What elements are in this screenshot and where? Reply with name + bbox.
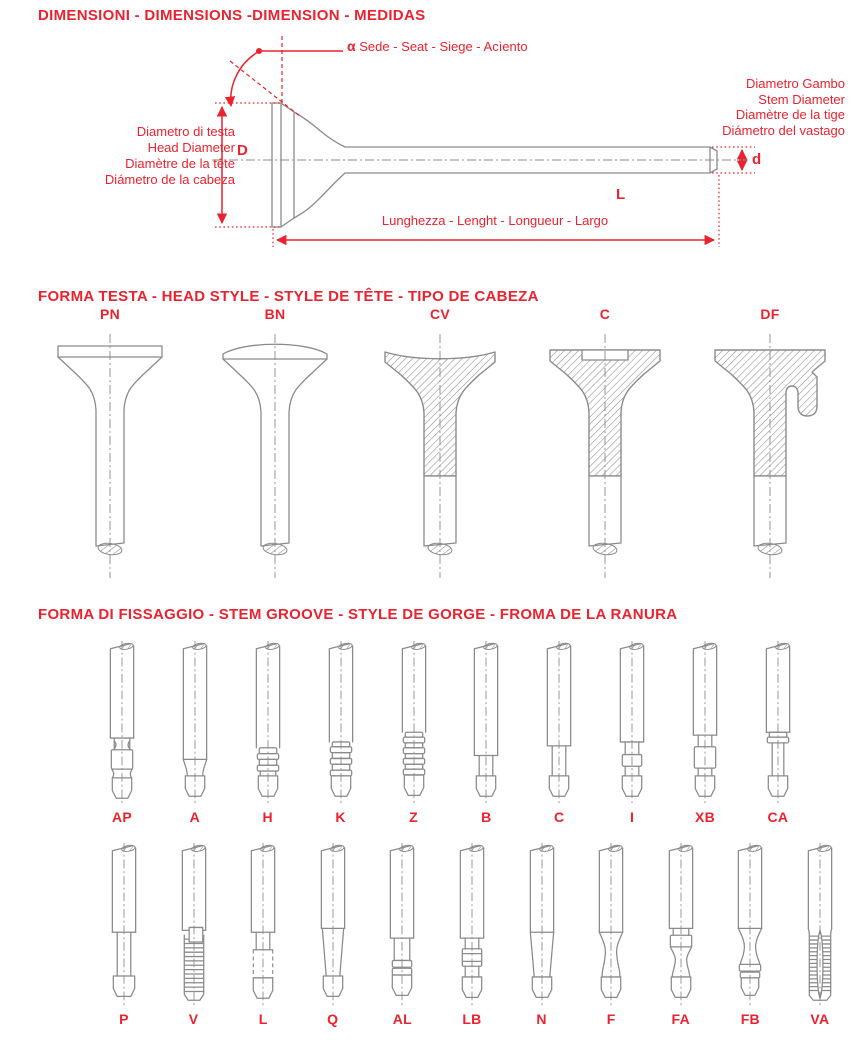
stem-groove-item (392, 641, 436, 825)
head-style-item (200, 306, 350, 583)
seat-angle-construction-lines (230, 36, 301, 117)
stem-groove-label: B (481, 809, 492, 825)
head-diameter-annotation (55, 124, 235, 188)
dim-d-label: d (752, 151, 762, 168)
stem-figure-F (589, 843, 633, 1008)
stem-figure-VA (798, 843, 842, 1008)
stem-groove-item (172, 843, 216, 1027)
head-style-item (695, 306, 845, 583)
head-style-label: C (599, 306, 611, 322)
stem-groove-label: I (630, 809, 635, 825)
head-style-figure-BN (200, 328, 350, 583)
stem-groove-label: P (119, 1011, 129, 1027)
stem-groove-row-1 (100, 641, 800, 825)
stem-groove-item (683, 641, 727, 825)
valve-head-outline (272, 103, 294, 227)
stem-groove-item (319, 641, 363, 825)
head-style-figure-CV (365, 328, 515, 583)
dimensions-title: DIMENSIONI - DIMENSIONS -DIMENSION - MEDIDAS (38, 7, 426, 24)
stem-groove-item (464, 641, 508, 825)
head-diameter-line: Diámetro de la cabeza (104, 172, 235, 187)
stem-figure-FA (659, 843, 703, 1008)
stem-groove-label: H (262, 809, 273, 825)
stem-groove-item (798, 843, 842, 1027)
stem-figure-LB (450, 843, 494, 1008)
head-style-label: DF (760, 306, 780, 322)
stem-groove-label: FB (740, 1011, 760, 1027)
stem-groove-label: VA (810, 1011, 830, 1027)
head-style-row (0, 306, 860, 586)
stem-diameter-line: Diámetro del vastago (722, 122, 845, 138)
stem-figure-XB (683, 641, 727, 806)
stem-figure-AL (380, 843, 424, 1008)
stem-groove-item (450, 843, 494, 1027)
seat-label: Sede - Seat - Siege - Acìento (359, 39, 528, 54)
stem-groove-label: AP (111, 809, 133, 825)
stem-groove-item (589, 843, 633, 1027)
stem-groove-item (100, 641, 144, 825)
stem-figure-K (319, 641, 363, 806)
stem-figure-B (464, 641, 508, 806)
stem-groove-label: FA (671, 1011, 690, 1027)
head-style-item (365, 306, 515, 583)
stem-groove-title: FORMA DI FISSAGGIO - STEM GROOVE - STYLE DE GORGE - FROMA DE LA RANURA (38, 606, 678, 623)
stem-groove-item (246, 641, 290, 825)
stem-diameter-line: Stem Diameter (758, 91, 845, 107)
head-style-label: CV (429, 306, 451, 322)
head-style-label: BN (264, 306, 286, 322)
stem-diameter-annotation (640, 76, 845, 138)
stem-groove-label: N (536, 1011, 547, 1027)
stem-groove-item (520, 843, 564, 1027)
head-style-figure-DF (695, 328, 845, 583)
stem-figure-Z (392, 641, 436, 806)
stem-groove-label: K (335, 809, 346, 825)
head-style-figure-PN (35, 328, 185, 583)
stem-groove-label: A (189, 809, 201, 825)
stem-groove-item (241, 843, 285, 1027)
stem-figure-FB (728, 843, 772, 1008)
stem-groove-label: CA (767, 809, 789, 825)
alpha-symbol: α (347, 38, 356, 54)
stem-groove-row-2 (102, 843, 842, 1027)
stem-groove-label: Z (409, 809, 418, 825)
stem-figure-N (520, 843, 564, 1008)
stem-figure-CA (756, 641, 800, 806)
stem-figure-H (246, 641, 290, 806)
stem-figure-Q (311, 843, 355, 1008)
head-diameter-line: Head Diameter (147, 140, 235, 155)
stem-groove-item (610, 641, 654, 825)
stem-groove-label: AL (392, 1011, 412, 1027)
stem-figure-C (537, 641, 581, 806)
stem-groove-label: XB (694, 809, 716, 825)
stem-diameter-line: Diametro Gambo (746, 76, 845, 91)
length-label: Lunghezza - Lenght - Longueur - Largo (381, 213, 609, 228)
stem-figure-P (102, 843, 146, 1008)
seat-angle-arc (231, 52, 258, 106)
head-style-figure-C (530, 328, 680, 583)
stem-groove-item (311, 843, 355, 1027)
stem-groove-label: V (188, 1011, 199, 1027)
stem-groove-item (659, 843, 703, 1027)
stem-groove-label: L (258, 1011, 268, 1027)
head-style-title: FORMA TESTA - HEAD STYLE - STYLE DE TÊTE - TIPO DE CABEZA (38, 288, 539, 305)
head-style-label: PN (99, 306, 121, 322)
stem-figure-L (241, 843, 285, 1008)
stem-figure-V (172, 843, 216, 1008)
head-style-item (35, 306, 185, 583)
stem-groove-label: LB (462, 1011, 482, 1027)
head-diameter-line: Diamètre de la tête (125, 156, 235, 171)
stem-figure-AP (100, 641, 144, 806)
stem-groove-item (728, 843, 772, 1027)
stem-diameter-line: Diamètre de la tige (735, 107, 845, 122)
stem-groove-item (102, 843, 146, 1027)
stem-groove-label: C (554, 809, 565, 825)
dim-D-label: D (237, 142, 248, 159)
head-style-item (530, 306, 680, 583)
seat-annotation (347, 39, 528, 55)
stem-groove-label: F (606, 1011, 616, 1027)
stem-groove-item (380, 843, 424, 1027)
stem-figure-A (173, 641, 217, 806)
stem-groove-item (537, 641, 581, 825)
stem-groove-item (173, 641, 217, 825)
stem-figure-I (610, 641, 654, 806)
dim-L-label: L (616, 186, 626, 203)
stem-groove-label: Q (327, 1011, 339, 1027)
stem-groove-item (756, 641, 800, 825)
head-diameter-line: Diametro di testa (136, 124, 235, 139)
